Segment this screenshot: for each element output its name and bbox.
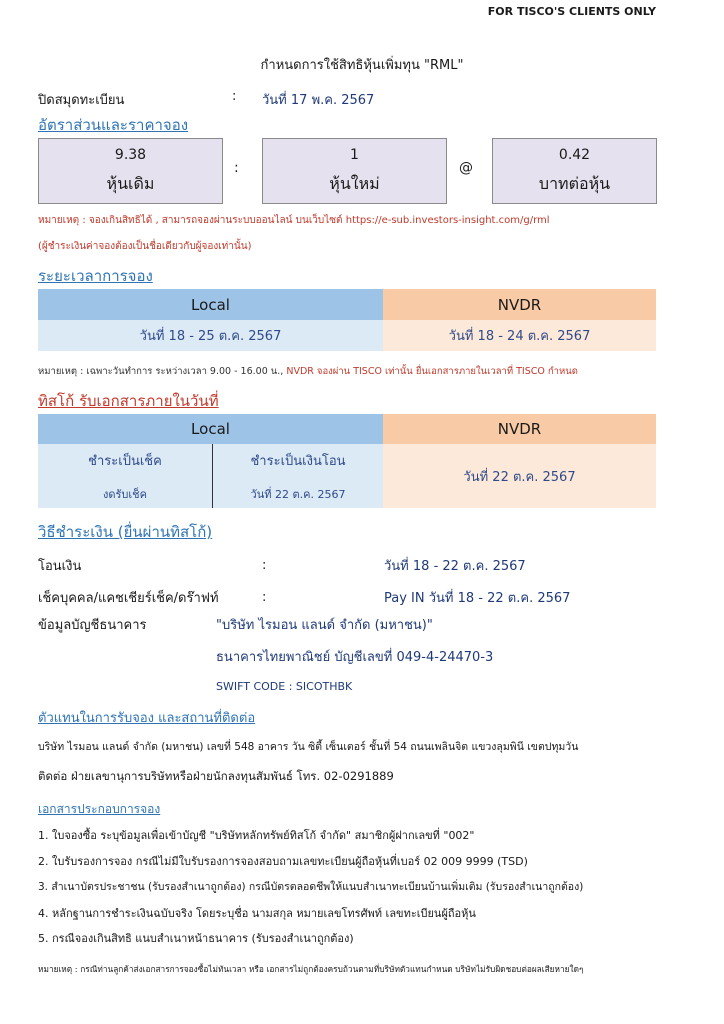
agent-contact: ติดต่อ ฝ่ายเลขานุการบริษัทหรือฝ่ายนักลงทุนสัมพันธ์ โทร. 02-0291889 bbox=[38, 769, 394, 783]
cheque-method-date: Pay IN วันที่ 18 - 22 ต.ค. 2567 bbox=[384, 591, 571, 606]
doc-item: 1. ใบจองซื้อ ระบุข้อมูลเพื่อเข้าบัญชี "บริษัทหลักทรัพย์ทิสโก้ จำกัด" สมาชิกผู้ฝากเลขที่ "002" bbox=[38, 829, 475, 842]
period-nvdr-header: NVDR bbox=[383, 289, 656, 320]
period-note bbox=[38, 364, 578, 379]
doc-item: 5. กรณีจองเกินสิทธิ แนบสำเนาหน้าธนาคาร (รับรองสำเนาถูกต้อง) bbox=[38, 932, 354, 945]
tisco-nvdr-header: NVDR bbox=[383, 414, 656, 444]
cheque-label: ชำระเป็นเช็ค bbox=[88, 453, 162, 469]
book-close-colon: : bbox=[232, 89, 237, 104]
bank-account: ธนาคารไทยพาณิชย์ บัญชีเลขที่ 049-4-24470-3 bbox=[216, 650, 494, 665]
payment-section-title: วิธีชำระเงิน (ยื่นผ่านทิสโก้) bbox=[38, 523, 213, 541]
transfer-method-colon: : bbox=[262, 558, 267, 573]
price-box bbox=[492, 138, 657, 204]
transfer-label: ชำระเป็นเงินโอน bbox=[250, 453, 346, 469]
at-sign: @ bbox=[459, 160, 473, 176]
cheque-cell bbox=[38, 444, 213, 508]
ratio-note-payer: (ผู้ชำระเงินค่าจองต้องเป็นชื่อเดียวกับผู้จองเท่านั้น) bbox=[38, 241, 252, 252]
price-unit: บาทต่อหุ้น bbox=[538, 174, 611, 193]
docs-footer-note: หมายเหตุ : กรณีท่านลูกค้าส่งเอกสารการจองซื้อไม่ทันเวลา หรือ เอกสารไม่ถูกต้องครบถ้วนตามที่บริษัทตัวแทนกำหนด บริษัทไม่รับผิดชอบต่อผลเสียหายใดๆ bbox=[38, 964, 584, 974]
ratio-note-online: หมายเหตุ : จองเกินสิทธิได้ , สามารถจองผ่านระบบออนไลน์ บนเว็บไซต์ https://e-sub.investors-insight.com/g/rml bbox=[38, 215, 550, 226]
period-note-nvdr: NVDR จองผ่าน TISCO เท่านั้น ยื่นเอกสารภายในเวลาที่ TISCO กำหนด bbox=[283, 366, 578, 377]
period-local-header: Local bbox=[38, 289, 383, 320]
old-shares-box bbox=[38, 138, 223, 204]
tisco-nvdr-date: วันที่ 22 ต.ค. 2567 bbox=[383, 444, 656, 508]
agent-section-title: ตัวแทนในการรับจอง และสถานที่ติดต่อ bbox=[38, 711, 256, 726]
new-shares-box bbox=[262, 138, 447, 204]
ratio-section-title: อัตราส่วนและราคาจอง bbox=[38, 116, 189, 134]
price-value: 0.42 bbox=[558, 147, 591, 163]
doc-item: 2. ใบรับรองการจอง กรณีไม่มีใบรับรองการจองสอบถามเลขทะเบียนผู้ถือหุ้นที่เบอร์ 02 009 9999 (TSD) bbox=[38, 855, 528, 868]
transfer-method-label: โอนเงิน bbox=[38, 559, 82, 574]
new-shares-value: 1 bbox=[350, 147, 359, 163]
cheque-value: งดรับเช็ค bbox=[103, 487, 147, 501]
period-local-date: วันที่ 18 - 25 ต.ค. 2567 bbox=[38, 320, 383, 351]
agent-address: บริษัท ไรมอน แลนด์ จำกัด (มหาชน) เลขที่ 548 อาคาร วัน ซิตี้ เซ็นเตอร์ ชั้นที่ 54 ถนนเพลินจิต แขวงลุมพินี เขตปทุมวัน bbox=[38, 741, 579, 753]
book-close-date: วันที่ 17 พ.ค. 2567 bbox=[262, 93, 375, 108]
doc-item: 3. สำเนาบัตรประชาชน (รับรองสำเนาถูกต้อง) กรณีบัตรตลอดชีพให้แนบสำเนาทะเบียนบ้านเพิ่มเติม (รับรองสำเนาถูกต้อง) bbox=[38, 881, 584, 893]
bank-info-label: ข้อมูลบัญชีธนาคาร bbox=[38, 618, 147, 633]
transfer-method-date: วันที่ 18 - 22 ต.ค. 2567 bbox=[384, 559, 526, 574]
period-nvdr-date: วันที่ 18 - 24 ต.ค. 2567 bbox=[383, 320, 656, 351]
client-only-tag: FOR TISCO'S CLIENTS ONLY bbox=[487, 5, 656, 18]
tisco-section-title: ทิสโก้ รับเอกสารภายในวันที่ bbox=[38, 392, 219, 410]
period-note-prefix: หมายเหตุ : เฉพาะวันทำการ ระหว่างเวลา 9.00 - 16.00 น., bbox=[38, 366, 284, 377]
tisco-table bbox=[38, 414, 656, 508]
cheque-method-colon: : bbox=[262, 590, 267, 605]
swift-code: SWIFT CODE : SICOTHBK bbox=[216, 680, 353, 693]
book-close-label: ปิดสมุดทะเบียน bbox=[38, 93, 125, 108]
ratio-colon: : bbox=[234, 160, 239, 176]
page-title: กำหนดการใช้สิทธิหุ้นเพิ่มทุน "RML" bbox=[260, 58, 464, 73]
old-shares-value: 9.38 bbox=[114, 147, 147, 163]
cheque-method-label: เช็คบุคคล/แคชเชียร์เช็ค/ดร๊าฟท์ bbox=[38, 591, 219, 606]
transfer-value: วันที่ 22 ต.ค. 2567 bbox=[250, 487, 346, 501]
doc-item: 4. หลักฐานการชำระเงินฉบับจริง โดยระบุชื่อ นามสกุล หมายเลขโทรศัพท์ เลขทะเบียนผู้ถือหุ้น bbox=[38, 907, 476, 920]
period-table bbox=[38, 289, 656, 351]
new-shares-unit: หุ้นใหม่ bbox=[329, 174, 380, 193]
docs-section-title: เอกสารประกอบการจอง bbox=[38, 802, 161, 816]
period-section-title: ระยะเวลาการจอง bbox=[38, 267, 153, 285]
transfer-cell bbox=[213, 444, 384, 508]
account-name: "บริษัท ไรมอน แลนด์ จำกัด (มหาชน)" bbox=[216, 618, 433, 633]
tisco-local-header: Local bbox=[38, 414, 383, 444]
old-shares-unit: หุ้นเดิม bbox=[106, 174, 155, 193]
